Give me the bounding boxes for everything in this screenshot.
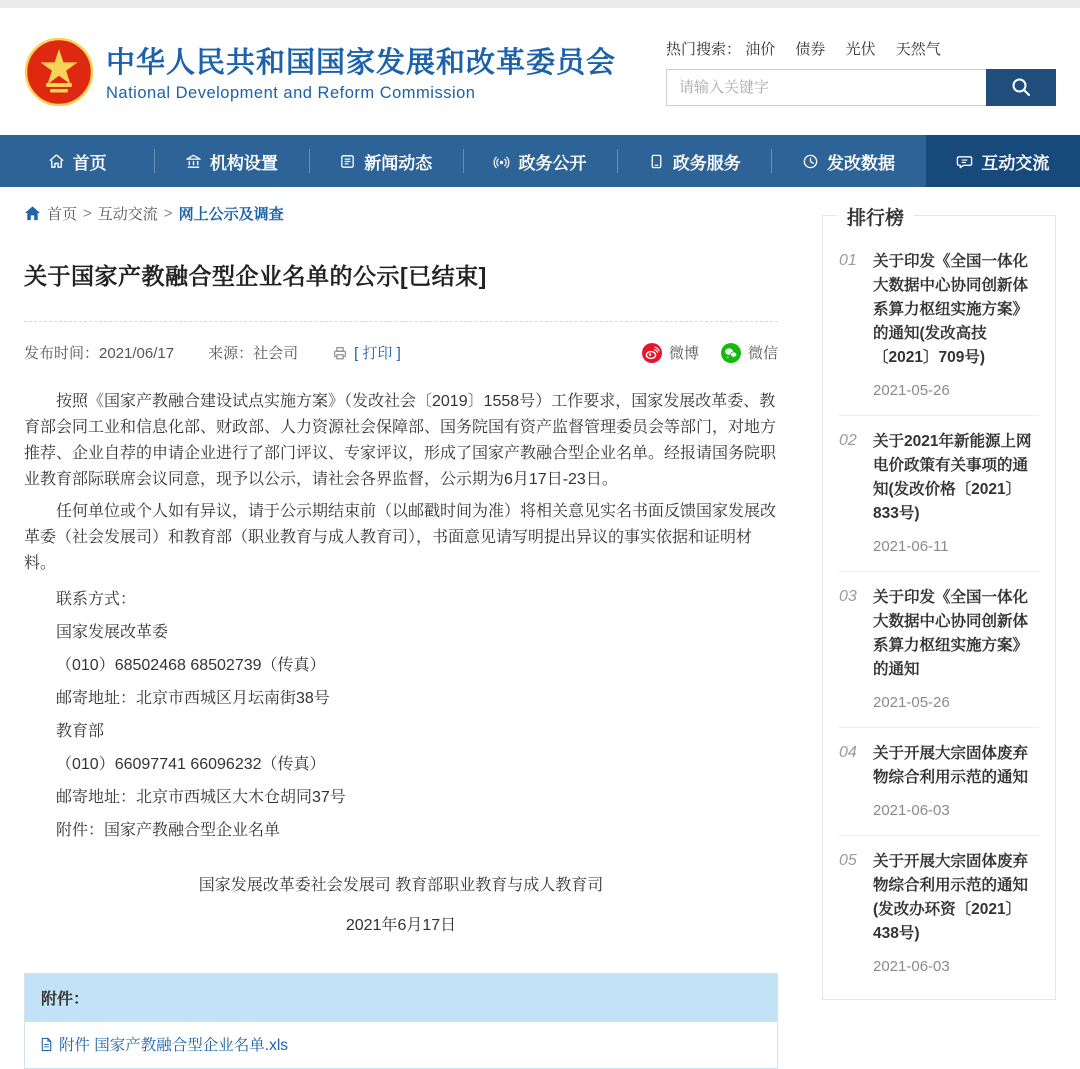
- nav-item-interaction[interactable]: [926, 135, 1080, 187]
- share-wechat-button[interactable]: [721, 342, 778, 363]
- nav-item-home[interactable]: [0, 135, 154, 187]
- nav-label: 政务服务: [672, 153, 741, 173]
- contact-line: 国家发展改革委: [56, 624, 169, 641]
- article-meta: [24, 342, 778, 363]
- nav-item-news[interactable]: [309, 135, 463, 187]
- document-icon: [648, 153, 665, 170]
- nav-label: 互动交流: [981, 153, 1050, 173]
- org-title-en: National Development and Reform Commission: [106, 84, 476, 102]
- ranking-title: 排行榜: [837, 203, 914, 230]
- wechat-icon: [721, 343, 741, 363]
- attachment-file-link[interactable]: [39, 1033, 288, 1055]
- rank-item-date: 2021-05-26: [873, 382, 950, 399]
- contact-line: 邮寄地址：北京市西城区月坛南街38号: [56, 690, 330, 707]
- article-source: 来源：社会司: [208, 345, 299, 362]
- breadcrumb-separator: >: [163, 205, 173, 222]
- list-item: [839, 835, 1039, 991]
- rank-item-link[interactable]: 关于2021年新能源上网电价政策有关事项的通知(发改价格〔2021〕833号): [873, 433, 1032, 522]
- print-label: [ 打印 ]: [354, 345, 401, 362]
- rank-item-date: 2021-06-03: [873, 958, 950, 975]
- site-header: [0, 8, 1080, 135]
- article-paragraph: 任何单位或个人如有异议，请于公示期结束前（以邮戳时间为准）将相关意见实名书面反馈国家发展改革委（社会发展司）和教育部（职业教育与成人教育司），书面意见请写明提出异议的事实依据和证明材料。: [24, 503, 777, 572]
- national-emblem-logo: [24, 37, 94, 107]
- nav-item-institution[interactable]: [154, 135, 308, 187]
- institution-icon: [185, 153, 202, 170]
- home-icon: [48, 153, 65, 170]
- site-brand[interactable]: [24, 37, 616, 107]
- rank-number: 04: [839, 744, 857, 761]
- top-strip: [0, 0, 1080, 8]
- article-body: [24, 389, 778, 939]
- publish-time: 发布时间：2021/06/17: [24, 345, 175, 362]
- attachment-header: 附件：: [25, 974, 777, 1021]
- nav-item-disclosure[interactable]: [463, 135, 617, 187]
- printer-icon: [332, 345, 348, 361]
- share-weibo-label: 微博: [668, 345, 699, 362]
- hot-search-term[interactable]: 债券: [795, 40, 826, 58]
- main-nav: [0, 135, 1080, 187]
- meta-divider: [24, 321, 778, 322]
- print-button[interactable]: [332, 342, 401, 363]
- contact-line: （010）66097741 66096232（传真）: [56, 756, 326, 773]
- rank-number: 01: [839, 252, 857, 269]
- list-item: [839, 571, 1039, 727]
- hot-search-row: [666, 38, 1056, 59]
- breadcrumb: [24, 203, 778, 224]
- nav-label: 新闻动态: [364, 153, 433, 173]
- rank-item-link[interactable]: 关于印发《全国一体化大数据中心协同创新体系算力枢纽实施方案》的通知(发改高技〔2021〕709号): [873, 253, 1029, 366]
- article-paragraph: 按照《国家产教融合建设试点实施方案》（发改社会〔2019〕1558号）工作要求，国家发展改革委、教育部会同工业和信息化部、财政部、人力资源社会保障部、国务院国有资产监督管理委员会等部门，对地方推荐、企业自荐的申请企业进行了部门评议、专家评议，形成了国家产教融合型企业名单。经报请国务院职业教育部际联席会议同意，现予以公示，请社会各界监督，公示期为6月17日-23日。: [24, 393, 777, 488]
- rank-number: 05: [839, 852, 857, 869]
- weibo-icon: [642, 343, 662, 363]
- rank-item-link[interactable]: 关于印发《全国一体化大数据中心协同创新体系算力枢纽实施方案》的通知: [873, 589, 1029, 678]
- rank-item-link[interactable]: 关于开展大宗固体废弃物综合利用示范的通知: [873, 745, 1029, 786]
- breadcrumb-item-current[interactable]: 网上公示及调查: [178, 206, 284, 223]
- search-button[interactable]: [986, 69, 1056, 106]
- ranking-panel: [822, 208, 1056, 1000]
- article-date-line: 2021年6月17日: [345, 917, 457, 934]
- file-icon: [39, 1037, 54, 1052]
- org-title-zh: 中华人民共和国国家发展和改革委员会: [106, 47, 617, 79]
- attachment-box: [24, 973, 778, 1069]
- attachment-file-name: 附件 国家产教融合型企业名单.xls: [59, 1037, 289, 1054]
- article-title: 关于国家产教融合型企业名单的公示[已结束]: [24, 263, 487, 289]
- hot-search-term[interactable]: 油价: [745, 40, 776, 58]
- clock-icon: [802, 153, 819, 170]
- broadcast-icon: [493, 153, 510, 170]
- nav-label: 首页: [72, 153, 107, 173]
- contact-line: 联系方式：: [56, 591, 137, 608]
- share-wechat-label: 微信: [747, 345, 778, 362]
- rank-item-date: 2021-06-11: [873, 538, 949, 555]
- contact-line: 教育部: [56, 723, 105, 740]
- contact-line: （010）68502468 68502739（传真）: [56, 657, 326, 674]
- list-item: [839, 415, 1039, 571]
- nav-item-data[interactable]: [771, 135, 925, 187]
- hot-search-label: 热门搜索：: [666, 40, 742, 58]
- rank-item-link[interactable]: 关于开展大宗固体废弃物综合利用示范的通知(发改办环资〔2021〕438号): [873, 853, 1029, 942]
- search-icon: [1010, 76, 1032, 98]
- breadcrumb-home-icon: [24, 205, 41, 222]
- share-weibo-button[interactable]: [642, 342, 699, 363]
- nav-label: 发改数据: [827, 153, 896, 173]
- rank-number: 02: [839, 432, 857, 449]
- breadcrumb-item-interaction[interactable]: 互动交流: [97, 206, 158, 223]
- list-item: [839, 727, 1039, 835]
- contact-line: 邮寄地址：北京市西城区大木仓胡同37号: [56, 789, 346, 806]
- chat-icon: [956, 153, 973, 170]
- rank-item-date: 2021-05-26: [873, 694, 950, 711]
- search-input[interactable]: [666, 69, 986, 106]
- nav-label: 政务公开: [518, 153, 587, 173]
- breadcrumb-item-home[interactable]: 首页: [47, 206, 78, 223]
- news-icon: [339, 153, 356, 170]
- rank-item-date: 2021-06-03: [873, 802, 950, 819]
- nav-label: 机构设置: [209, 153, 278, 173]
- search-bar: [666, 69, 1056, 106]
- rank-number: 03: [839, 588, 857, 605]
- attachment-row: [25, 1021, 777, 1068]
- hot-search-term[interactable]: 光伏: [845, 40, 876, 58]
- signature-line: 国家发展改革委社会发展司 教育部职业教育与成人教育司: [198, 877, 604, 894]
- nav-item-service[interactable]: [617, 135, 771, 187]
- contact-line: 附件：国家产教融合型企业名单: [56, 822, 281, 839]
- breadcrumb-separator: >: [83, 205, 92, 222]
- list-item: [839, 236, 1039, 415]
- hot-search-term[interactable]: 天然气: [895, 40, 941, 58]
